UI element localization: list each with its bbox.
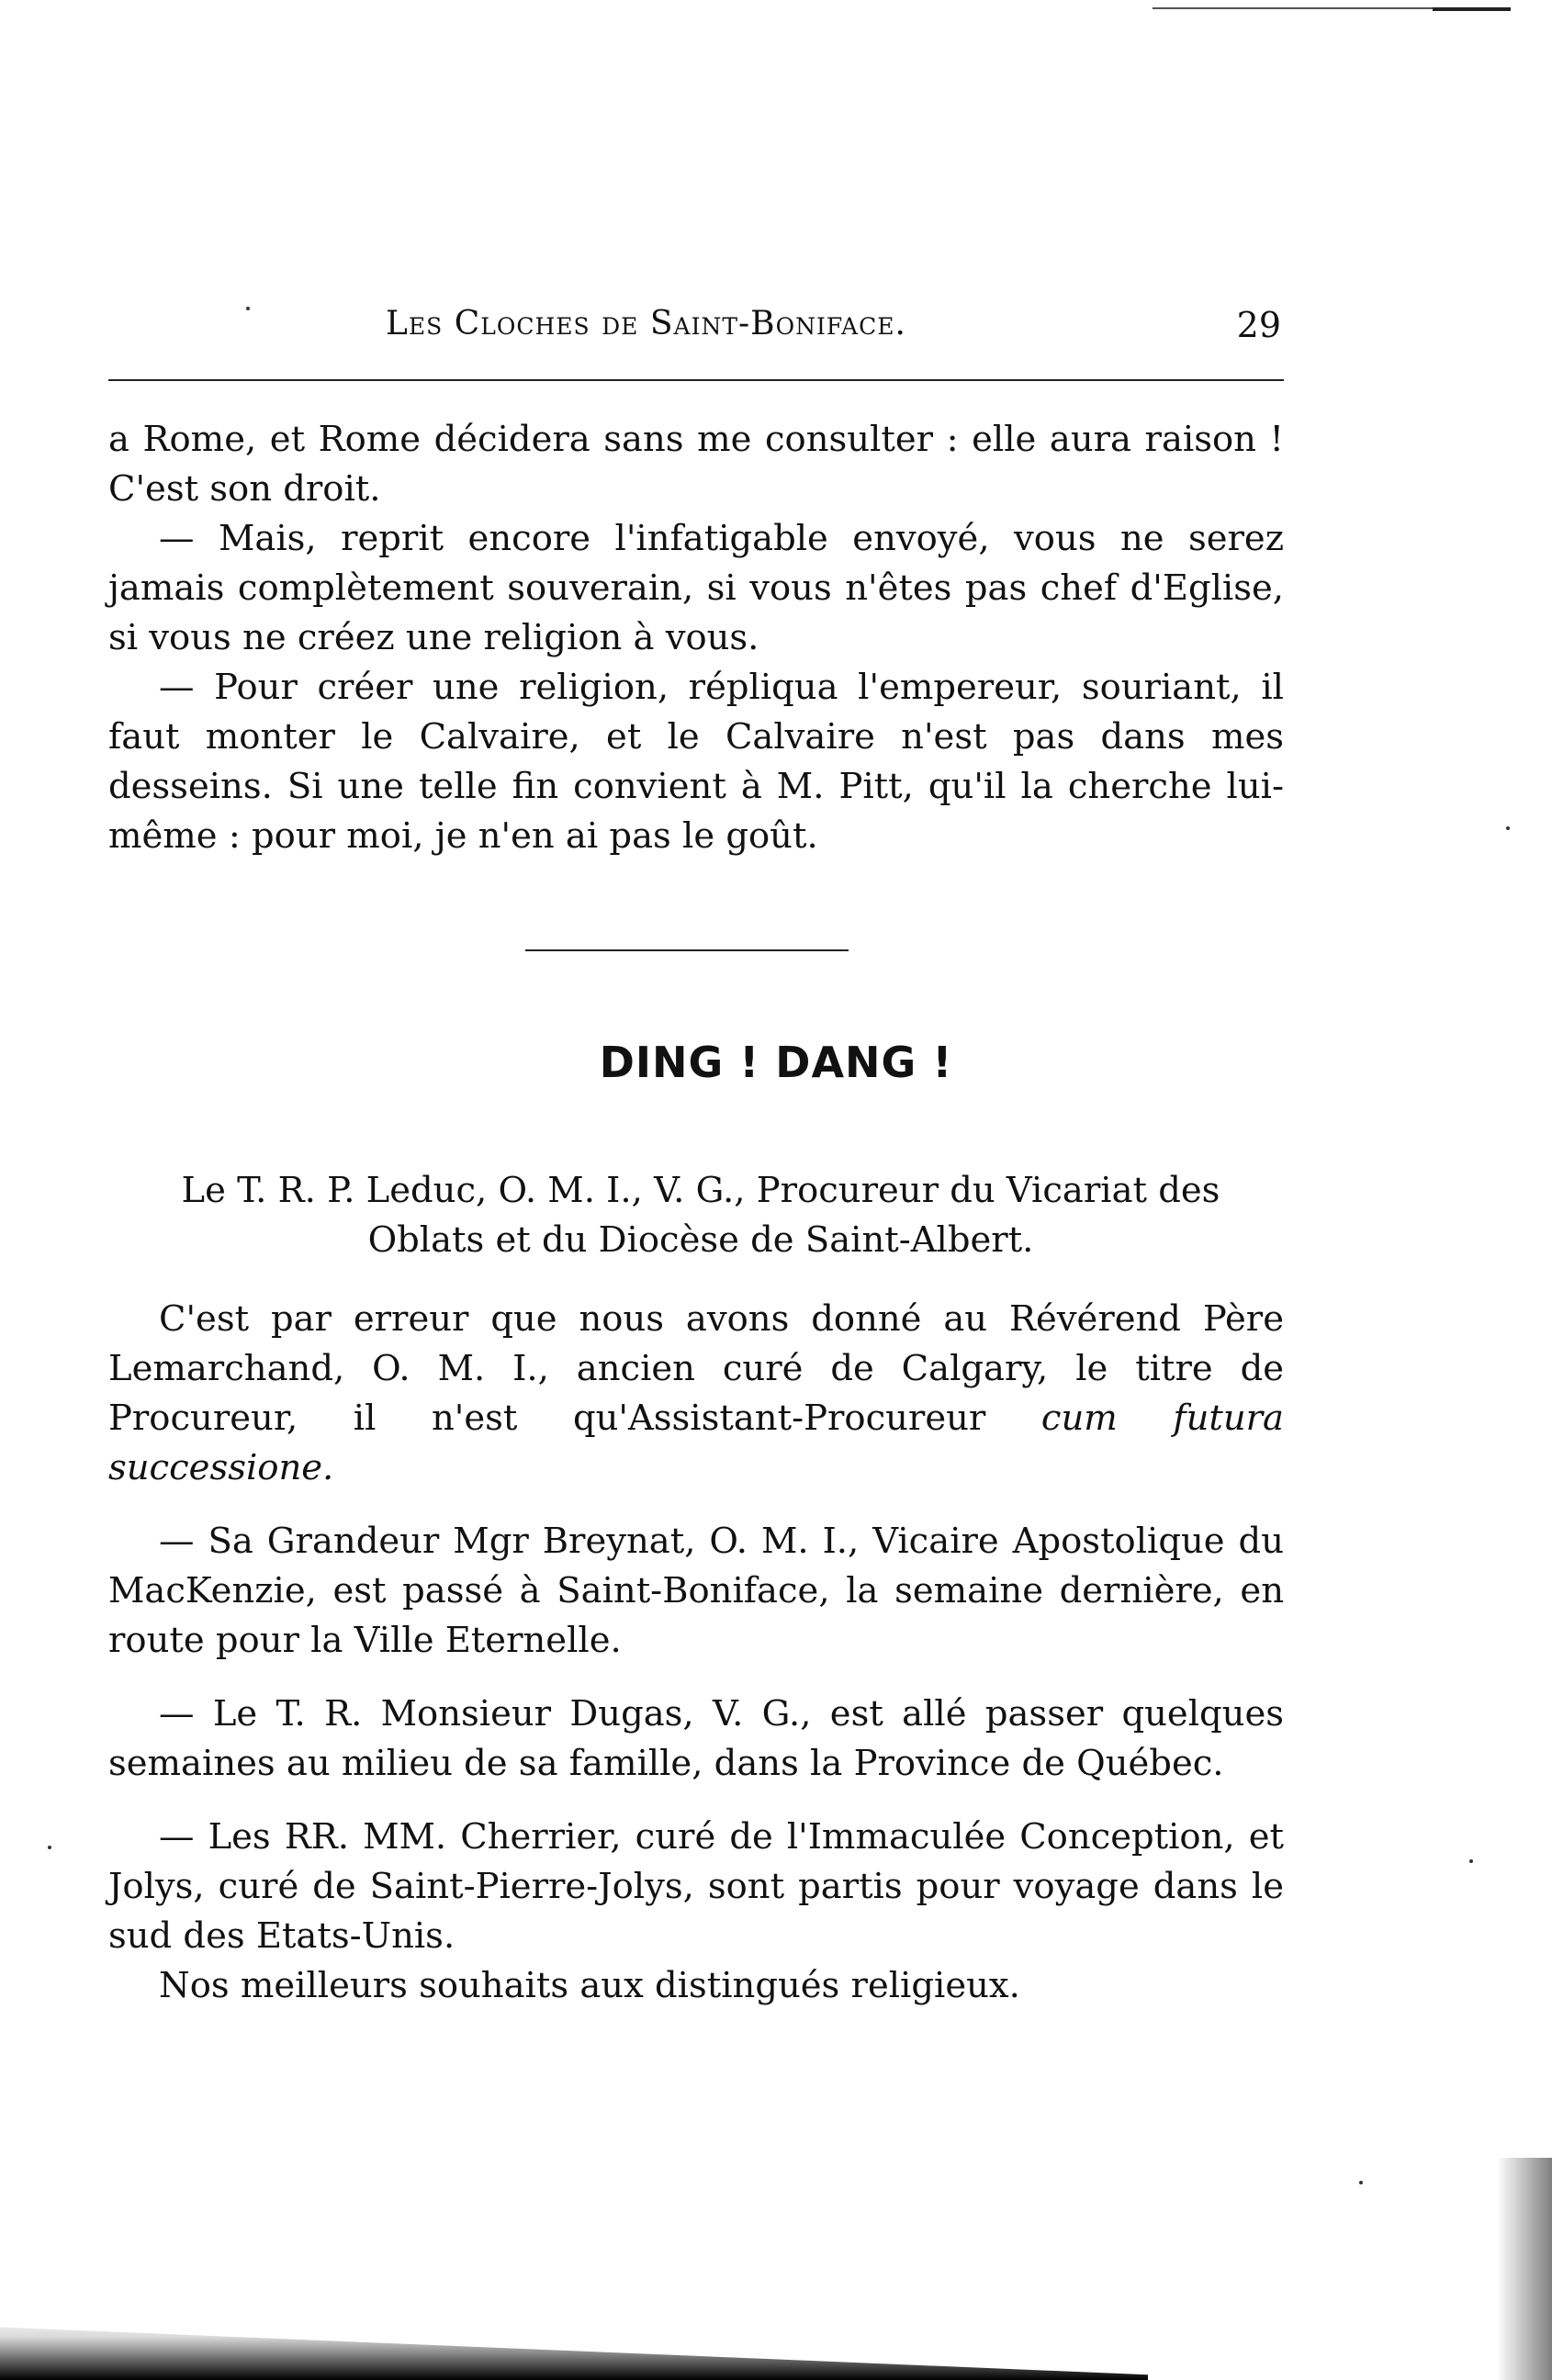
paragraph-cherrier-jolys: — Les RR. MM. Cherrier, curé de l'Immaculée Conception, et Jolys, curé de Saint-Pierre-Jolys, sont partis pour voyage dans le sud des Etats-Unis. bbox=[108, 1816, 1284, 1957]
scan-speck bbox=[1506, 826, 1510, 830]
paragraph-lemarchand bbox=[108, 1295, 1284, 1493]
scan-bottom-shadow bbox=[0, 2314, 1148, 2380]
scan-speck bbox=[1469, 1859, 1473, 1863]
latin-phrase: cum futura successione. bbox=[108, 1398, 1284, 1488]
page-number: 29 bbox=[1236, 305, 1281, 345]
scan-speck bbox=[246, 307, 250, 310]
section-subheading: Le T. R. P. Leduc, O. M. I., V. G., Procureur du Vicariat des Oblats et du Diocèse de Saint-Albert. bbox=[181, 1170, 1220, 1261]
running-header bbox=[110, 305, 1281, 351]
scan-speck bbox=[48, 1846, 51, 1849]
header-rule bbox=[108, 379, 1284, 381]
paragraph-emperor: — Pour créer une religion, répliqua l'empereur, souriant, il faut monter le Calvaire, et le Calvaire n'est pas dans mes desseins. Si une telle fin convient à M. Pitt, qu'il la cherche lui-même : pour moi, je n'en ai pas le goût. bbox=[108, 667, 1284, 857]
continued-text-block bbox=[108, 415, 1284, 861]
section-divider bbox=[525, 949, 849, 951]
paragraph-breynat: — Sa Grandeur Mgr Breynat, O. M. I., Vicaire Apostolique du MacKenzie, est passé à Saint-Boniface, la semaine dernière, en route pour la Ville Eternelle. bbox=[108, 1521, 1284, 1661]
scan-right-shadow bbox=[1497, 2158, 1552, 2380]
paragraph-envoy: — Mais, reprit encore l'infatigable envoyé, vous ne serez jamais complètement souverain, si vous n'êtes pas chef d'Eglise, si vous ne créez une religion à vous. bbox=[108, 518, 1284, 658]
paragraph-lemarchand-text: C'est par erreur que nous avons donné au Révérend Père Lemarchand, O. M. I., ancien curé de Calgary, le titre de Procureur, il n'est qu'Assistant-Procureur bbox=[108, 1298, 1284, 1439]
paragraph-closing: Nos meilleurs souhaits aux distingués religieux. bbox=[159, 1965, 1020, 2006]
scan-top-rule-mark bbox=[1433, 7, 1511, 11]
news-text-block bbox=[108, 1295, 1284, 2035]
scan-speck bbox=[1359, 2181, 1363, 2184]
paragraph-dugas: — Le T. R. Monsieur Dugas, V. G., est allé passer quelques semaines au milieu de sa famille, dans la Province de Québec. bbox=[108, 1693, 1284, 1784]
paragraph-continued: a Rome, et Rome décidera sans me consulter : elle aura raison ! C'est son droit. bbox=[108, 419, 1284, 510]
running-title: Les Cloches de Saint-Boniface. bbox=[386, 305, 906, 342]
section-heading: DING ! DANG ! bbox=[599, 1038, 953, 1087]
